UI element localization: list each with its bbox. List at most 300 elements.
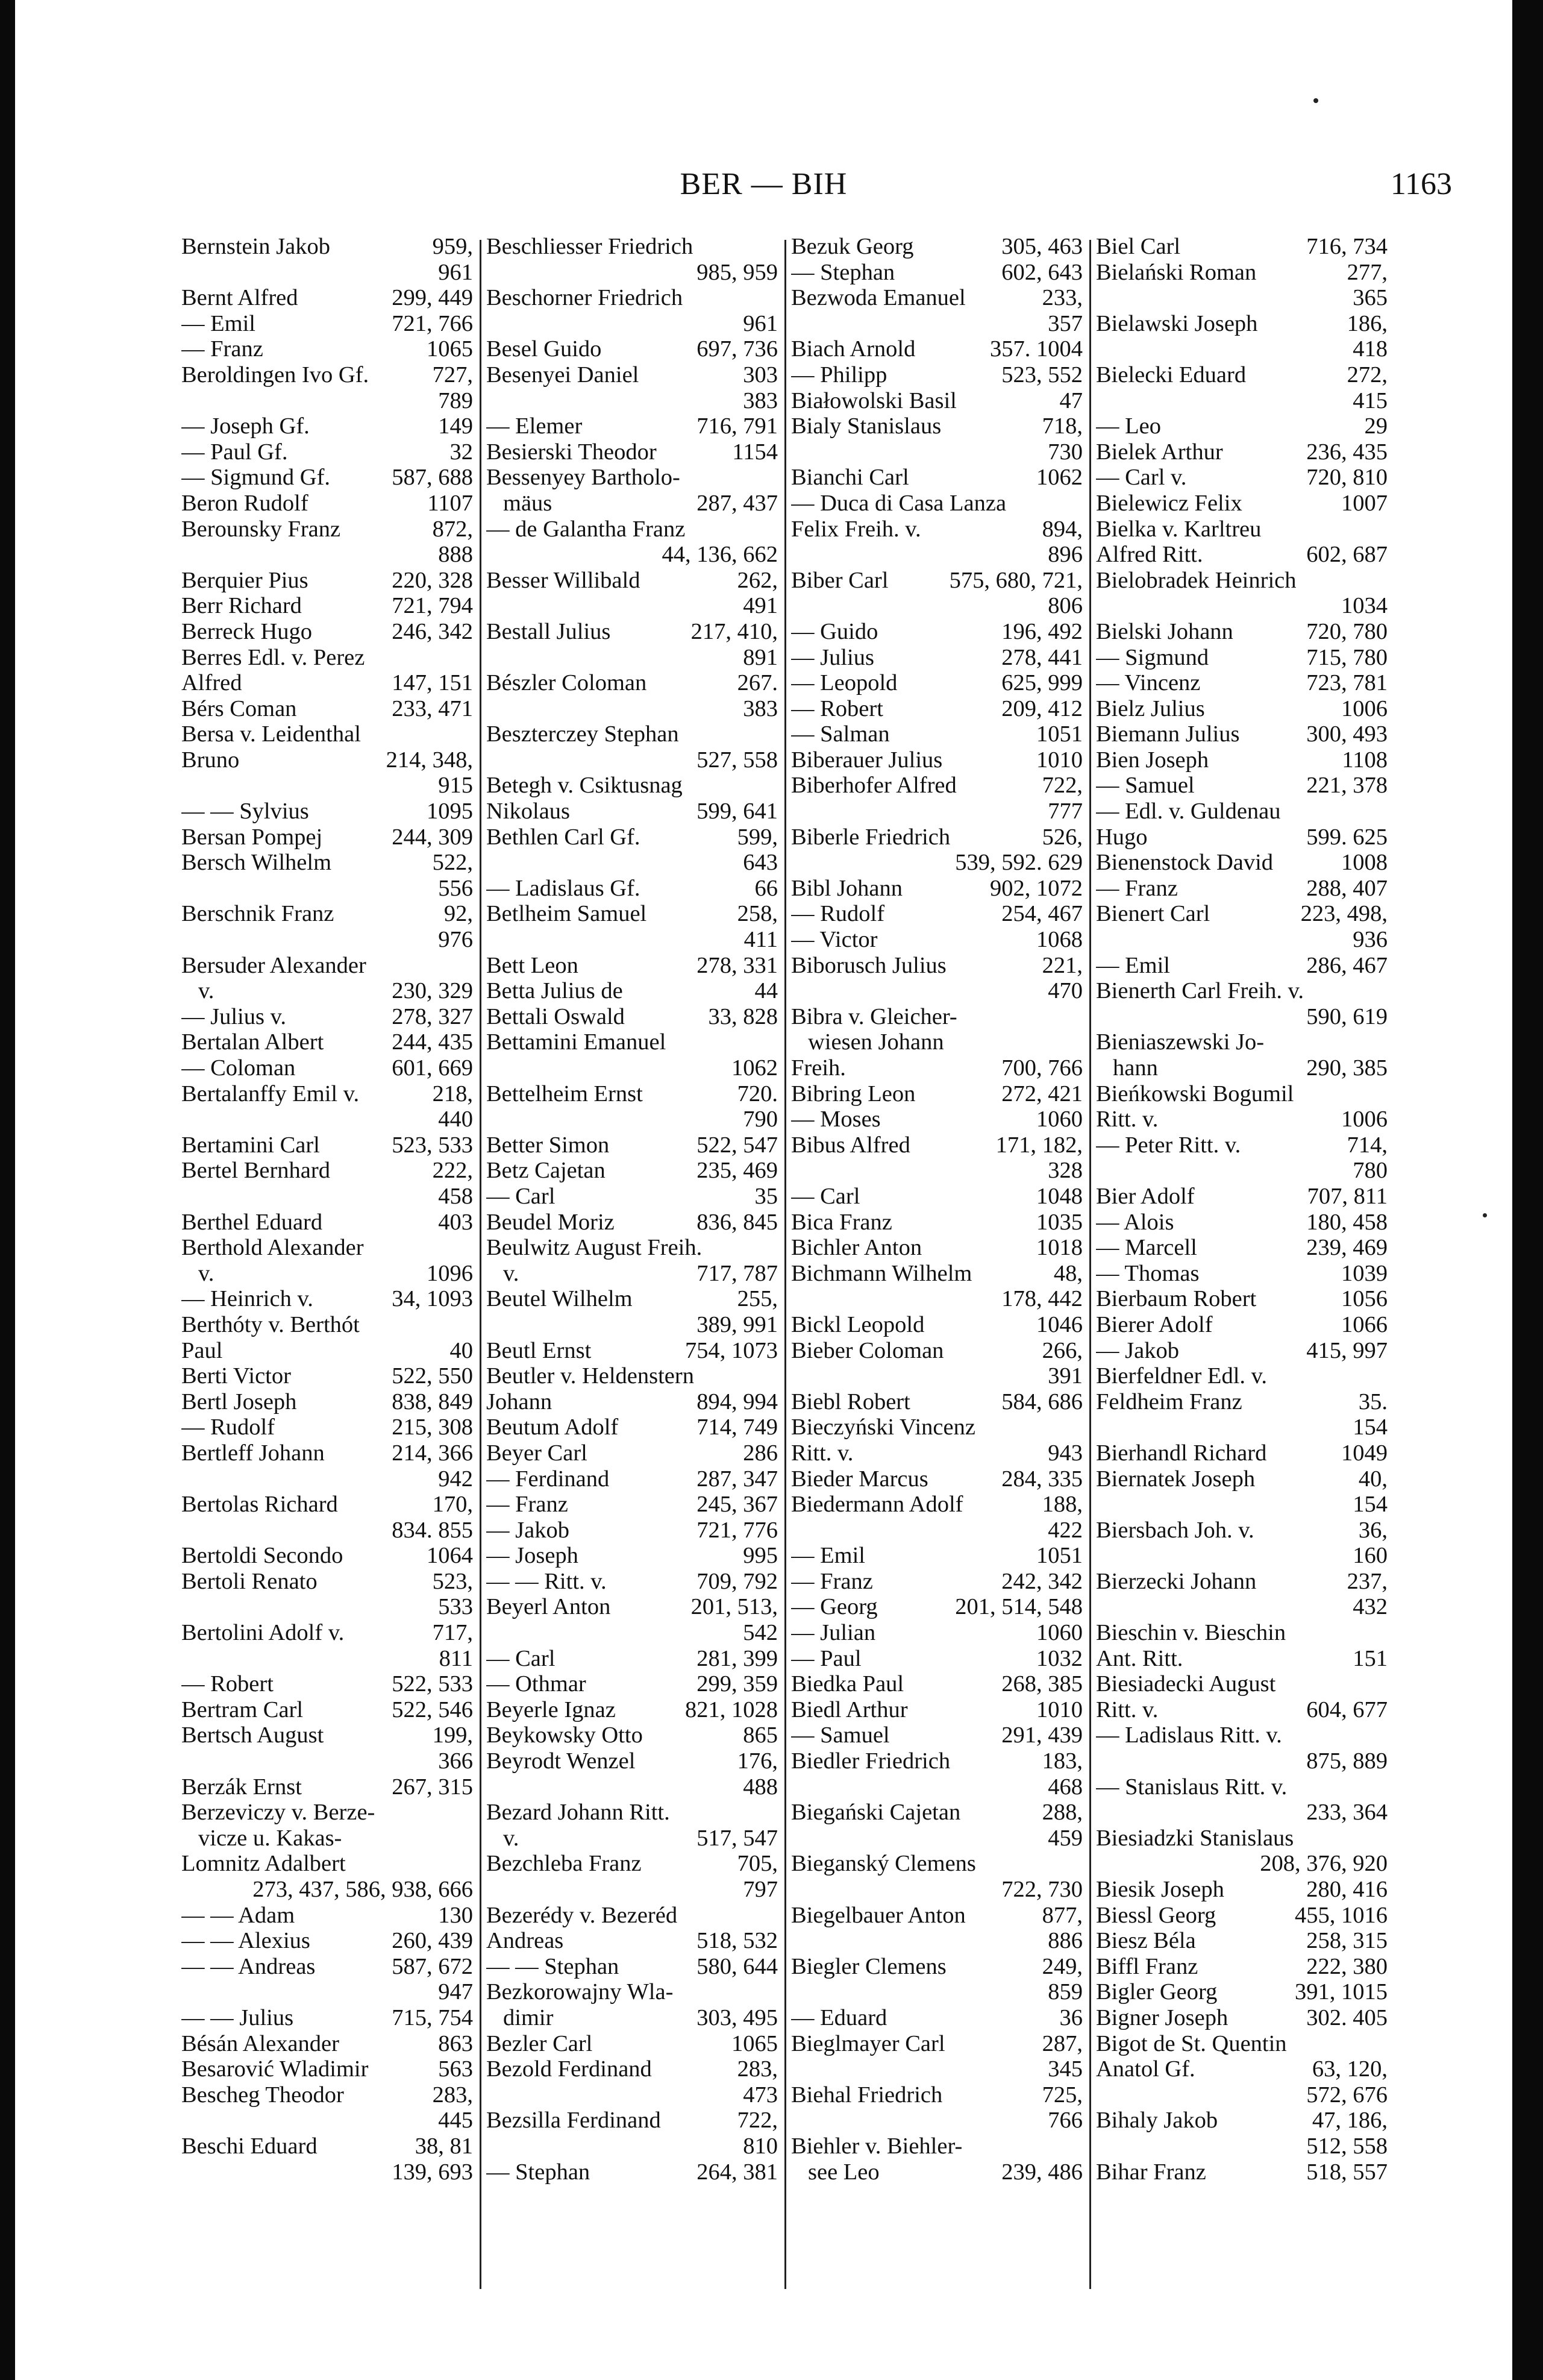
entry-name: Biemann Julius xyxy=(1096,721,1240,747)
entry-line xyxy=(1096,721,1388,747)
entry-name: Alfred xyxy=(181,670,242,696)
entry-name: Betz Cajetan xyxy=(486,1158,606,1184)
entry-pages: 517, 547 xyxy=(696,1825,778,1851)
entry-line xyxy=(486,1851,778,1877)
entry-name: Bernt Alfred xyxy=(181,285,298,311)
entry-name: Bethlen Carl Gf. xyxy=(486,824,640,850)
entry-line xyxy=(1096,2056,1388,2082)
entry-name: Betta Julius de xyxy=(486,978,623,1004)
entry-name: Bezwoda Emanuel xyxy=(791,285,966,311)
entry-pages: 902, 1072 xyxy=(990,875,1083,901)
entry-line xyxy=(181,1877,473,1903)
entry-name: Bertalan Albert xyxy=(181,1029,324,1055)
entry-line xyxy=(791,517,1083,542)
entry-line xyxy=(791,747,1083,773)
entry-name: Betegh v. Csiktusnag xyxy=(486,773,683,799)
entry-name: Bielski Johann xyxy=(1096,618,1233,644)
entry-line xyxy=(181,2031,473,2057)
entry-name: Berzák Ernst xyxy=(181,1774,302,1800)
entry-name: — Eduard xyxy=(791,2005,887,2030)
entry-name: Bérs Coman xyxy=(181,695,297,721)
entry-name: Beudel Moriz xyxy=(486,1209,615,1235)
entry-pages: 1006 xyxy=(1341,695,1388,721)
entry-pages: 411 xyxy=(743,927,778,953)
entry-name: Beulwitz August Freih. xyxy=(486,1235,703,1261)
entry-name: Biegler Clemens xyxy=(791,1953,947,1979)
entry-line xyxy=(486,1800,778,1826)
entry-name: Bertsch August xyxy=(181,1722,324,1748)
column-divider xyxy=(480,240,481,2289)
entry-pages: 214, 348, xyxy=(386,747,473,773)
entry-line xyxy=(1096,260,1388,286)
entry-name: Bieńkowski Bogumil xyxy=(1096,1081,1294,1107)
entry-line xyxy=(486,1210,778,1236)
entry-line xyxy=(181,260,473,286)
entry-line xyxy=(486,1029,778,1055)
entry-pages: 522, 550 xyxy=(392,1363,473,1389)
entry-name: — Heinrich v. xyxy=(181,1286,313,1312)
entry-name: — Coloman xyxy=(181,1055,296,1081)
entry-line xyxy=(486,285,778,311)
entry-pages: 266, xyxy=(1042,1337,1083,1363)
entry-pages: 720. xyxy=(737,1081,778,1107)
entry-line xyxy=(486,2134,778,2159)
entry-pages: 542 xyxy=(743,1620,778,1646)
entry-pages: 838, 849 xyxy=(392,1389,473,1414)
entry-pages: 299, 359 xyxy=(696,1671,778,1697)
entry-pages: 391 xyxy=(1048,1363,1083,1389)
entry-line xyxy=(791,1029,1083,1055)
entry-pages: 790 xyxy=(743,1107,778,1132)
entry-name: Beyerl Anton xyxy=(486,1594,611,1620)
entry-name: — — Sylvius xyxy=(181,799,309,824)
entry-line xyxy=(1096,1210,1388,1236)
entry-line xyxy=(1096,1235,1388,1261)
entry-line xyxy=(1096,1543,1388,1569)
entry-pages: 590, 619 xyxy=(1306,1003,1388,1029)
entry-pages: 254, 467 xyxy=(1001,901,1083,927)
entry-pages: 186, xyxy=(1347,310,1388,336)
entry-pages: 1035 xyxy=(1036,1209,1083,1235)
entry-name: Bezchleba Franz xyxy=(486,1851,642,1877)
entry-line xyxy=(181,1903,473,1929)
entry-line xyxy=(791,568,1083,594)
entry-name: — Rudolf xyxy=(181,1414,275,1440)
entry-name: Bierfeldner Edl. v. xyxy=(1096,1363,1268,1389)
entry-line xyxy=(791,1004,1083,1030)
entry-name: — Ladislaus Gf. xyxy=(486,875,640,901)
entry-name: Biehler v. Biehler- xyxy=(791,2133,963,2159)
entry-line xyxy=(181,465,473,491)
entry-name: dimir xyxy=(503,2005,554,2030)
entry-pages: 527, 558 xyxy=(696,747,778,773)
entry-line xyxy=(791,1235,1083,1261)
entry-pages: 766 xyxy=(1048,2108,1083,2134)
entry-line xyxy=(486,260,778,286)
entry-pages: 722, xyxy=(737,2108,778,2134)
entry-name: Beykowsky Otto xyxy=(486,1722,643,1748)
entry-line xyxy=(486,1389,778,1415)
entry-name: Biehal Friedrich xyxy=(791,2082,943,2108)
entry-line xyxy=(181,1132,473,1158)
entry-line xyxy=(1096,1312,1388,1338)
entry-line xyxy=(1096,413,1388,439)
entry-name: Berthóty v. Berthót xyxy=(181,1311,360,1337)
entry-name: v. xyxy=(503,1260,519,1286)
entry-line xyxy=(791,619,1083,645)
entry-pages: 556 xyxy=(438,875,473,901)
column-2 xyxy=(486,234,778,2295)
entry-pages: 1056 xyxy=(1341,1286,1388,1312)
entry-pages: 176, xyxy=(737,1748,778,1774)
entry-pages: 178, 442 xyxy=(1001,1286,1083,1312)
entry-name: — — Alexius xyxy=(181,1928,310,1954)
entry-name: Bica Franz xyxy=(791,1209,892,1235)
entry-name: Bianchi Carl xyxy=(791,465,909,491)
entry-pages: 458 xyxy=(438,1183,473,1209)
entry-line xyxy=(181,542,473,568)
entry-name: Bett Leon xyxy=(486,952,578,978)
entry-line xyxy=(486,953,778,979)
directory-columns xyxy=(181,234,1435,2295)
entry-pages: 287, 437 xyxy=(696,490,778,516)
entry-line xyxy=(1096,1440,1388,1466)
entry-name: — Jakob xyxy=(486,1517,569,1543)
entry-pages: 281, 399 xyxy=(696,1645,778,1671)
entry-pages: 523, 552 xyxy=(1001,362,1083,388)
entry-pages: 625, 999 xyxy=(1001,670,1083,696)
entry-pages: 602, 687 xyxy=(1306,542,1388,568)
entry-name: — Leopold xyxy=(791,670,898,696)
entry-pages: 215, 308 xyxy=(392,1414,473,1440)
column-4 xyxy=(1096,234,1388,2295)
entry-name: — Salman xyxy=(791,721,890,747)
entry-pages: 365 xyxy=(1353,285,1388,311)
running-head: BER — BIH xyxy=(680,167,848,201)
entry-pages: 715, 780 xyxy=(1306,644,1388,670)
entry-name: — Duca di Casa Lanza xyxy=(791,490,1007,516)
entry-line xyxy=(486,2159,778,2185)
entry-line xyxy=(791,1774,1083,1800)
entry-line xyxy=(1096,1620,1388,1646)
entry-pages: 789 xyxy=(438,388,473,413)
entry-pages: 1060 xyxy=(1036,1107,1083,1132)
entry-name: Bierer Adolf xyxy=(1096,1311,1213,1337)
entry-pages: 244, 435 xyxy=(392,1029,473,1055)
entry-line xyxy=(791,824,1083,850)
entry-name: — Sigmund xyxy=(1096,644,1209,670)
entry-name: Bien Joseph xyxy=(1096,747,1209,773)
entry-line xyxy=(791,593,1083,619)
entry-line xyxy=(1096,1055,1388,1081)
entry-line xyxy=(1096,824,1388,850)
entry-pages: 716, 734 xyxy=(1306,234,1388,259)
entry-pages: 976 xyxy=(438,927,473,953)
entry-pages: 280, 416 xyxy=(1306,1877,1388,1902)
entry-name: Lomnitz Adalbert xyxy=(181,1851,346,1877)
entry-pages: 523, 533 xyxy=(392,1132,473,1158)
entry-name: Bichmann Wilhelm xyxy=(791,1260,972,1286)
entry-pages: 440 xyxy=(438,1107,473,1132)
entry-line xyxy=(181,1928,473,1954)
entry-name: Berschnik Franz xyxy=(181,901,334,927)
entry-name: Biborusch Julius xyxy=(791,952,947,978)
entry-line xyxy=(1096,670,1388,696)
entry-pages: 149 xyxy=(438,413,473,439)
entry-pages: 222, xyxy=(432,1158,473,1184)
entry-pages: 1108 xyxy=(1342,747,1388,773)
entry-pages: 777 xyxy=(1048,799,1083,824)
entry-name: Betlheim Samuel xyxy=(486,901,647,927)
entry-name: — Paul xyxy=(791,1645,862,1671)
entry-line xyxy=(486,593,778,619)
entry-name: Bienerth Carl Freih. v. xyxy=(1096,978,1304,1004)
entry-name: — Emil xyxy=(181,310,255,336)
entry-name: — Joseph xyxy=(486,1543,578,1569)
entry-pages: 522, 533 xyxy=(392,1671,473,1697)
entry-line xyxy=(486,1569,778,1595)
entry-pages: 888 xyxy=(438,542,473,568)
entry-pages: 943 xyxy=(1048,1440,1083,1466)
entry-line xyxy=(791,1877,1083,1903)
entry-line xyxy=(486,645,778,671)
entry-line xyxy=(1096,491,1388,517)
entry-name: Bieganský Clemens xyxy=(791,1851,976,1877)
entry-name: Bielewicz Felix xyxy=(1096,490,1242,516)
entry-line xyxy=(791,1184,1083,1210)
entry-pages: 208, 376, 920 xyxy=(1260,1851,1388,1877)
entry-name: Biesiadecki August xyxy=(1096,1671,1276,1697)
entry-pages: 720, 810 xyxy=(1306,465,1388,491)
entry-pages: 872, xyxy=(432,516,473,542)
entry-name: Biegański Cajetan xyxy=(791,1800,961,1826)
entry-name: Beyer Carl xyxy=(486,1440,587,1466)
entry-line xyxy=(181,593,473,619)
entry-name: — Franz xyxy=(181,336,263,362)
entry-pages: 422 xyxy=(1048,1517,1083,1543)
entry-line xyxy=(486,1671,778,1697)
entry-line xyxy=(181,876,473,902)
entry-pages: 1065 xyxy=(731,2030,778,2056)
entry-pages: 806 xyxy=(1048,593,1083,619)
entry-line xyxy=(181,517,473,542)
entry-name: Bestall Julius xyxy=(486,618,611,644)
entry-pages: 1154 xyxy=(732,439,778,465)
entry-line xyxy=(1096,517,1388,542)
entry-line xyxy=(1096,1697,1388,1723)
entry-name: Berres Edl. v. Perez xyxy=(181,644,365,670)
entry-name: Bertleff Johann xyxy=(181,1440,325,1466)
entry-line xyxy=(486,1081,778,1107)
entry-line xyxy=(1096,1928,1388,1954)
entry-pages: 563 xyxy=(438,2056,473,2082)
entry-line xyxy=(791,721,1083,747)
entry-line xyxy=(181,1826,473,1851)
entry-line xyxy=(181,439,473,465)
entry-pages: 63, 120, xyxy=(1312,2056,1388,2082)
entry-name: hann xyxy=(1113,1055,1158,1081)
entry-line xyxy=(486,1004,778,1030)
entry-line xyxy=(791,2005,1083,2031)
entry-pages: 418 xyxy=(1353,336,1388,362)
entry-line xyxy=(181,2108,473,2134)
entry-pages: 1095 xyxy=(427,799,473,824)
entry-line xyxy=(486,721,778,747)
entry-name: Beyerle Ignaz xyxy=(486,1697,616,1722)
entry-name: — Robert xyxy=(791,695,883,721)
entry-line xyxy=(791,901,1083,927)
entry-line xyxy=(791,1440,1083,1466)
entry-name: Bertoli Renato xyxy=(181,1568,318,1594)
entry-name: see Leo xyxy=(808,2159,880,2185)
entry-line xyxy=(181,927,473,953)
entry-pages: 725, xyxy=(1042,2082,1083,2108)
entry-pages: 201, 513, xyxy=(690,1594,778,1620)
entry-pages: 303 xyxy=(743,362,778,388)
entry-name: — Georg xyxy=(791,1594,878,1620)
entry-name: Bienert Carl xyxy=(1096,901,1210,927)
entry-pages: 1051 xyxy=(1036,1543,1083,1569)
entry-pages: 389, 991 xyxy=(696,1311,778,1337)
entry-pages: 575, 680, 721, xyxy=(949,567,1083,593)
entry-line xyxy=(1096,1903,1388,1929)
entry-line xyxy=(791,2159,1083,2185)
entry-line xyxy=(791,978,1083,1004)
entry-name: v. xyxy=(503,1825,519,1851)
entry-line xyxy=(1096,1029,1388,1055)
entry-pages: 723, 781 xyxy=(1306,670,1388,696)
entry-line xyxy=(181,1286,473,1312)
entry-pages: 602, 643 xyxy=(1001,259,1083,285)
entry-pages: 403 xyxy=(438,1209,473,1235)
entry-pages: 209, 412 xyxy=(1001,695,1083,721)
entry-name: Biedermann Adolf xyxy=(791,1492,963,1518)
entry-name: Białowolski Basil xyxy=(791,388,957,413)
entry-line xyxy=(486,619,778,645)
entry-pages: 201, 514, 548 xyxy=(955,1594,1083,1620)
entry-line xyxy=(486,1774,778,1800)
entry-name: Beutler v. Heldenstern xyxy=(486,1363,694,1389)
entry-line xyxy=(1096,1363,1388,1389)
entry-line xyxy=(486,439,778,465)
entry-pages: 721, 794 xyxy=(392,593,473,619)
entry-line xyxy=(181,721,473,747)
entry-line xyxy=(1096,234,1388,260)
entry-line xyxy=(791,953,1083,979)
entry-line xyxy=(486,311,778,337)
entry-line xyxy=(181,850,473,876)
entry-line xyxy=(181,1851,473,1877)
entry-name: Bibra v. Gleicher- xyxy=(791,1003,957,1029)
entry-pages: 147, 151 xyxy=(392,670,473,696)
entry-pages: 34, 1093 xyxy=(392,1286,473,1312)
entry-line xyxy=(181,978,473,1004)
entry-name: — Peter Ritt. v. xyxy=(1096,1132,1241,1158)
entry-pages: 303, 495 xyxy=(696,2005,778,2030)
entry-pages: 283, xyxy=(432,2082,473,2108)
entry-pages: 599. 625 xyxy=(1306,824,1388,850)
entry-pages: 242, 342 xyxy=(1001,1568,1083,1594)
entry-line xyxy=(181,1184,473,1210)
entry-pages: 834. 855 xyxy=(392,1517,473,1543)
entry-line xyxy=(486,491,778,517)
entry-line xyxy=(181,311,473,337)
entry-pages: 260, 439 xyxy=(392,1928,473,1954)
entry-line xyxy=(1096,1722,1388,1748)
entry-pages: 415 xyxy=(1353,388,1388,413)
entry-line xyxy=(181,2005,473,2031)
entry-line xyxy=(486,1132,778,1158)
entry-pages: 36 xyxy=(1059,2005,1083,2030)
entry-name: Besel Guido xyxy=(486,336,602,362)
entry-name: Beschliesser Friedrich xyxy=(486,234,693,259)
entry-pages: 221, xyxy=(1042,952,1083,978)
entry-line xyxy=(181,1800,473,1826)
entry-name: Beschorner Friedrich xyxy=(486,285,683,311)
entry-name: — Marcell xyxy=(1096,1235,1197,1261)
entry-pages: 236, 435 xyxy=(1306,439,1388,465)
entry-pages: 29 xyxy=(1364,413,1388,439)
entry-pages: 286 xyxy=(743,1440,778,1466)
entry-line xyxy=(486,2056,778,2082)
entry-line xyxy=(791,413,1083,439)
entry-line xyxy=(1096,1569,1388,1595)
entry-name: Biegelbauer Anton xyxy=(791,1902,966,1928)
entry-name: Bielz Julius xyxy=(1096,695,1205,721)
entry-line xyxy=(791,1158,1083,1184)
entry-name: Biessl Georg xyxy=(1096,1902,1216,1928)
entry-name: Feldheim Franz xyxy=(1096,1389,1242,1414)
entry-name: Bezsilla Ferdinand xyxy=(486,2108,661,2134)
entry-name: — Vincenz xyxy=(1096,670,1201,696)
entry-line xyxy=(181,388,473,414)
entry-pages: 38, 81 xyxy=(415,2133,473,2159)
entry-name: — Joseph Gf. xyxy=(181,413,310,439)
entry-pages: 160 xyxy=(1353,1543,1388,1569)
entry-line xyxy=(486,696,778,722)
entry-pages: 1010 xyxy=(1036,1697,1083,1722)
entry-line xyxy=(791,1620,1083,1646)
entry-pages: 432 xyxy=(1353,1594,1388,1620)
entry-pages: 246, 342 xyxy=(392,618,473,644)
entry-name: Ritt. v. xyxy=(1096,1697,1159,1722)
entry-line xyxy=(486,1826,778,1851)
entry-pages: 233, 364 xyxy=(1306,1800,1388,1826)
entry-name: Felix Freih. v. xyxy=(791,516,921,542)
entry-line xyxy=(791,285,1083,311)
entry-name: — Robert xyxy=(181,1671,274,1697)
entry-line xyxy=(1096,1466,1388,1492)
entry-line xyxy=(1096,1826,1388,1851)
entry-pages: 220, 328 xyxy=(392,567,473,593)
entry-pages: 1062 xyxy=(731,1055,778,1081)
page-number: 1163 xyxy=(1390,167,1452,201)
entry-line xyxy=(181,1492,473,1518)
entry-line xyxy=(486,1646,778,1672)
entry-pages: 239, 486 xyxy=(1001,2159,1083,2185)
entry-name: Biedka Paul xyxy=(791,1671,904,1697)
entry-line xyxy=(181,1389,473,1415)
entry-pages: 599, 641 xyxy=(696,799,778,824)
entry-line xyxy=(1096,1954,1388,1980)
entry-line xyxy=(486,1286,778,1312)
entry-pages: 894, xyxy=(1042,516,1083,542)
entry-name: Bieschin v. Bieschin xyxy=(1096,1620,1286,1646)
entry-line xyxy=(181,824,473,850)
entry-name: Bihaly Jakob xyxy=(1096,2108,1218,2134)
entry-line xyxy=(486,850,778,876)
entry-line xyxy=(486,336,778,362)
